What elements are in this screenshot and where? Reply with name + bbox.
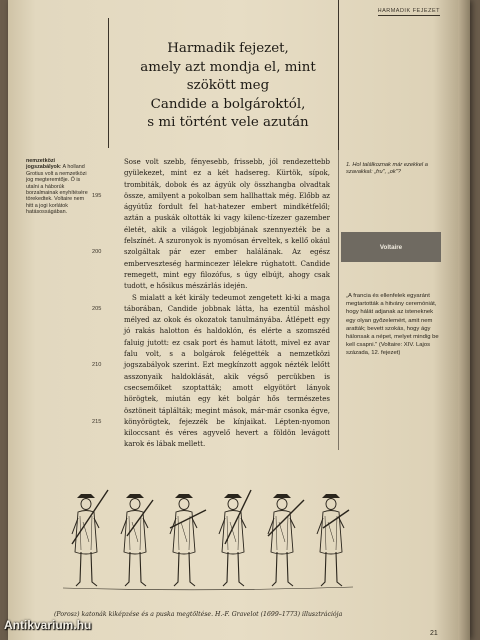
soldier-figure [170, 494, 206, 586]
sidenote-term: nemzetközi jogszabályok [26, 158, 60, 171]
title-line: amely azt mondja el, mint [140, 59, 316, 75]
title-line: szökött meg [186, 78, 270, 93]
watermark: Antikvarium.hu [4, 618, 92, 632]
ground-line [63, 587, 353, 590]
page-number: 21 [430, 630, 438, 637]
left-sidenote [26, 158, 88, 216]
voltaire-label: Voltaire [379, 243, 403, 251]
title-rule-right [338, 0, 339, 150]
line-number: 205 [92, 306, 102, 312]
line-number: 200 [92, 249, 102, 255]
line-number: 210 [92, 362, 102, 368]
main-text [124, 157, 330, 451]
paragraph: S mialatt a két király tedeumot zengetett ki-ki a maga táborában, Candide jobbnak látta, ha ezentúl máshol mélyed az okok és okozatok tanulmányába. Átlépett egy jó rakás halotton és haldoklón, és elérte a szomszéd faluig jutott: ez csak port és hamut látott, mivel ez avar falu volt, s a bolgárok felégették a nemzetközi jogszabályok szerint. Ezt megkínzott aggok nézték lelőtt asszonyaik haldoklását, akik végső percükben is csecsemőiket szoptatták; amott elgyötört lányok hörögtek, miután egy két bolgár hős természetes ösztöneit táplálták; megint mások, már-már csonka égve, könyörögtek, fejezzék be kínjaikat. Lépten-nyomon kiloccsant és véres agyvelő hevert a földön levágott karok és lábak mellett. [124, 293, 330, 449]
voltaire-label-bar [341, 232, 441, 262]
sidenote-text: : A holland Grotius volt a nemzetközi jog megteremtője. Ő is utalni a háborúk borzalmainak enyhítésére törekedtek. Voltaire nem hitt a jogi korlátok hatásosságában. [26, 164, 88, 216]
title-rule-left [108, 18, 109, 148]
margin-question: 1. Hol találkoznak már ezekkel a szavakkal: „fru", „ok"? [346, 162, 428, 176]
page-edge [458, 0, 470, 640]
soldiers-group [63, 490, 353, 590]
voltaire-quote: „A francia és ellenfelek egyaránt megtartották a hitvány ceremóniát, hogy hálát adjanak az isteneknek egy olyan győzelemért, amit nem aratták; bevett szokás, hogy ágy hálonsak a népet, melyet mindig be kell csapni." (Voltaire: XIV. Lajos százada, 12. fejezet) [346, 293, 439, 357]
title-line: Candide a bolgároktól, [150, 96, 306, 112]
figure-caption: (Porosz) katonák kiképzése és a puska megtöltése. H.-F. Gravelot (1699–1773) illusztrációja [54, 611, 343, 618]
column-rule [338, 150, 339, 450]
running-head: HARMADIK FEJEZET [377, 8, 440, 14]
line-number: 215 [92, 419, 102, 425]
chapter-title [128, 40, 328, 133]
title-line: Harmadik fejezet, [167, 41, 289, 56]
book-page [8, 0, 470, 640]
soldier-figure [219, 490, 251, 586]
soldiers-illustration [58, 482, 358, 602]
title-line: s mi történt vele azután [147, 115, 309, 130]
soldier-figure [317, 494, 349, 586]
soldier-figure [268, 494, 304, 586]
soldier-figure [121, 494, 153, 586]
line-number: 195 [92, 193, 102, 199]
paragraph: Sose volt szebb, fényesebb, frissebb, jól rendezettebb gyülekezet, mint ez a két hadsereg. Kürtök, sípok, trombiták, dobok és az ágyúk oly összhangba olvadtak össze, amilyent a pokolban sem hallhattak még. Előbb az ágyútűz fordult fel hat-hatezer embert mindkétfelől; aztán a puskák oltották ki vagy kilenc-tízezer gazember életét, akik a világok legjobbjának szennyezték be a felszínét. A szuronyok is nyomósan érveltek, s kellő okául szolgáltak pár ezer ember halálának. Az egész emberveszteség harmincezer lélekre rúghatott. Candide remegett, mint egy filozófus, s úgy elbújt, ahogy csak tudott, e hősikus mészárlás idején. [124, 158, 330, 291]
soldier-figure [72, 490, 108, 586]
